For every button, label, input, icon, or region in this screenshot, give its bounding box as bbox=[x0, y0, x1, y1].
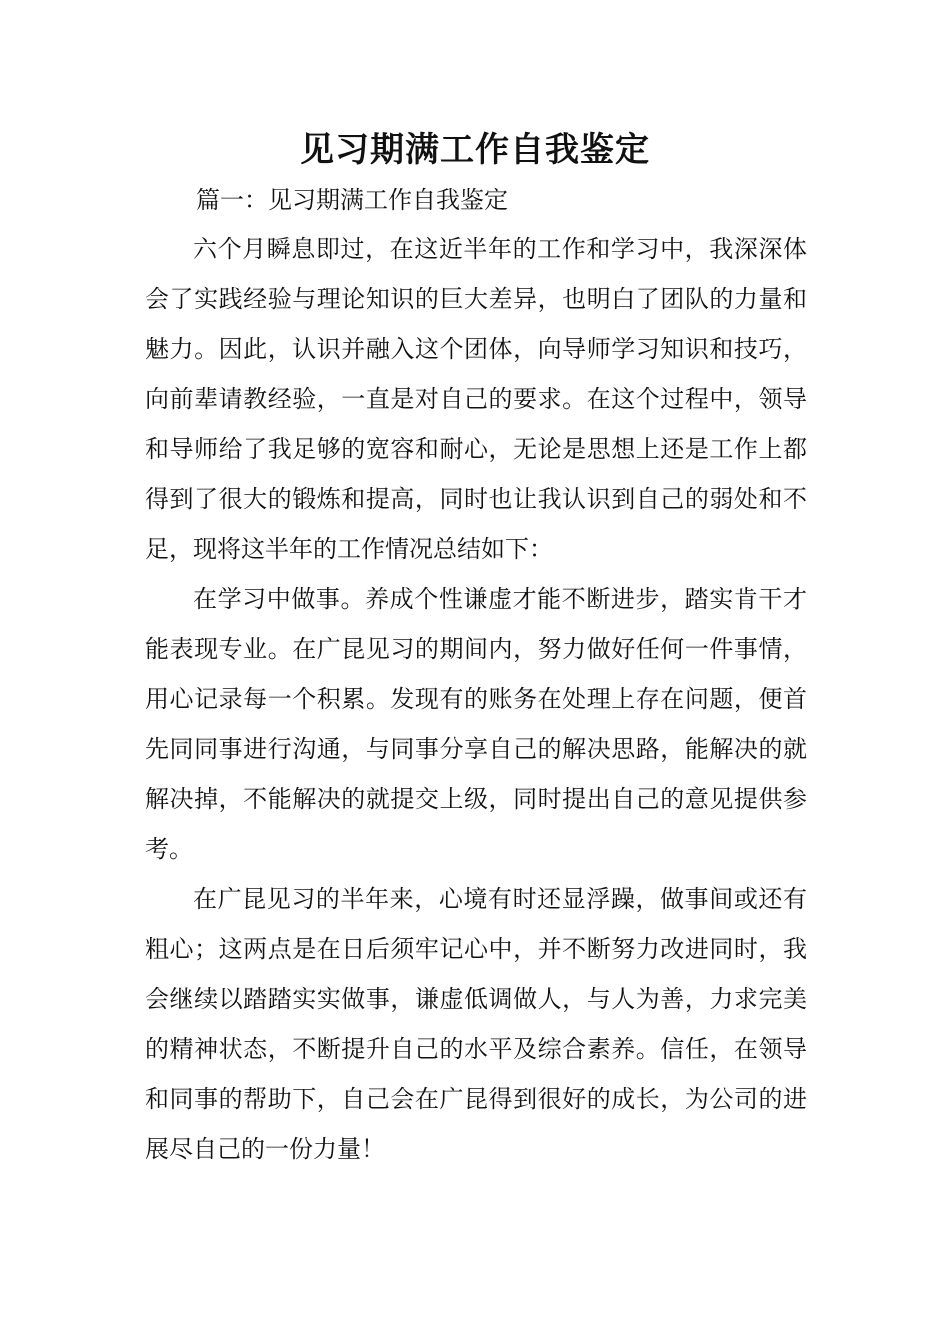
section-heading: 篇一：见习期满工作自我鉴定 bbox=[196, 186, 508, 214]
paragraph-1: 六个月瞬息即过，在这近半年的工作和学习中，我深深体会了实践经验与理论知识的巨大差异，也明白了团队的力量和魅力。因此，认识并融入这个团体，向导师学习知识和技巧，向前辈请教经验，一直是对自己的要求。在这个过程中，领导和导师给了我足够的宽容和耐心，无论是思想上还是工作上都得到了很大的锻炼和提高，同时也让我认识到自己的弱处和不足，现将这半年的工作情况总结如下： bbox=[145, 235, 807, 563]
document-body bbox=[145, 224, 807, 1174]
paragraph-2: 在学习中做事。养成个性谦虚才能不断进步，踏实肯干才能表现专业。在广昆见习的期间内，努力做好任何一件事情，用心记录每一个积累。发现有的账务在处理上存在问题，便首先同同事进行沟通，与同事分享自己的解决思路，能解决的就解决掉，不能解决的就提交上级，同时提出自己的意见提供参考。 bbox=[145, 585, 807, 863]
paragraph-3: 在广昆见习的半年来，心境有时还显浮躁，做事间或还有粗心；这两点是在日后须牢记心中，并不断努力改进同时，我会继续以踏踏实实做事，谦虚低调做人，与人为善，力求完美的精神状态，不断提升自己的水平及综合素养。信任，在领导和同事的帮助下，自己会在广昆得到很好的成长，为公司的进展尽自己的一份力量！ bbox=[145, 885, 807, 1163]
document-title: 见习期满工作自我鉴定 bbox=[300, 130, 650, 170]
